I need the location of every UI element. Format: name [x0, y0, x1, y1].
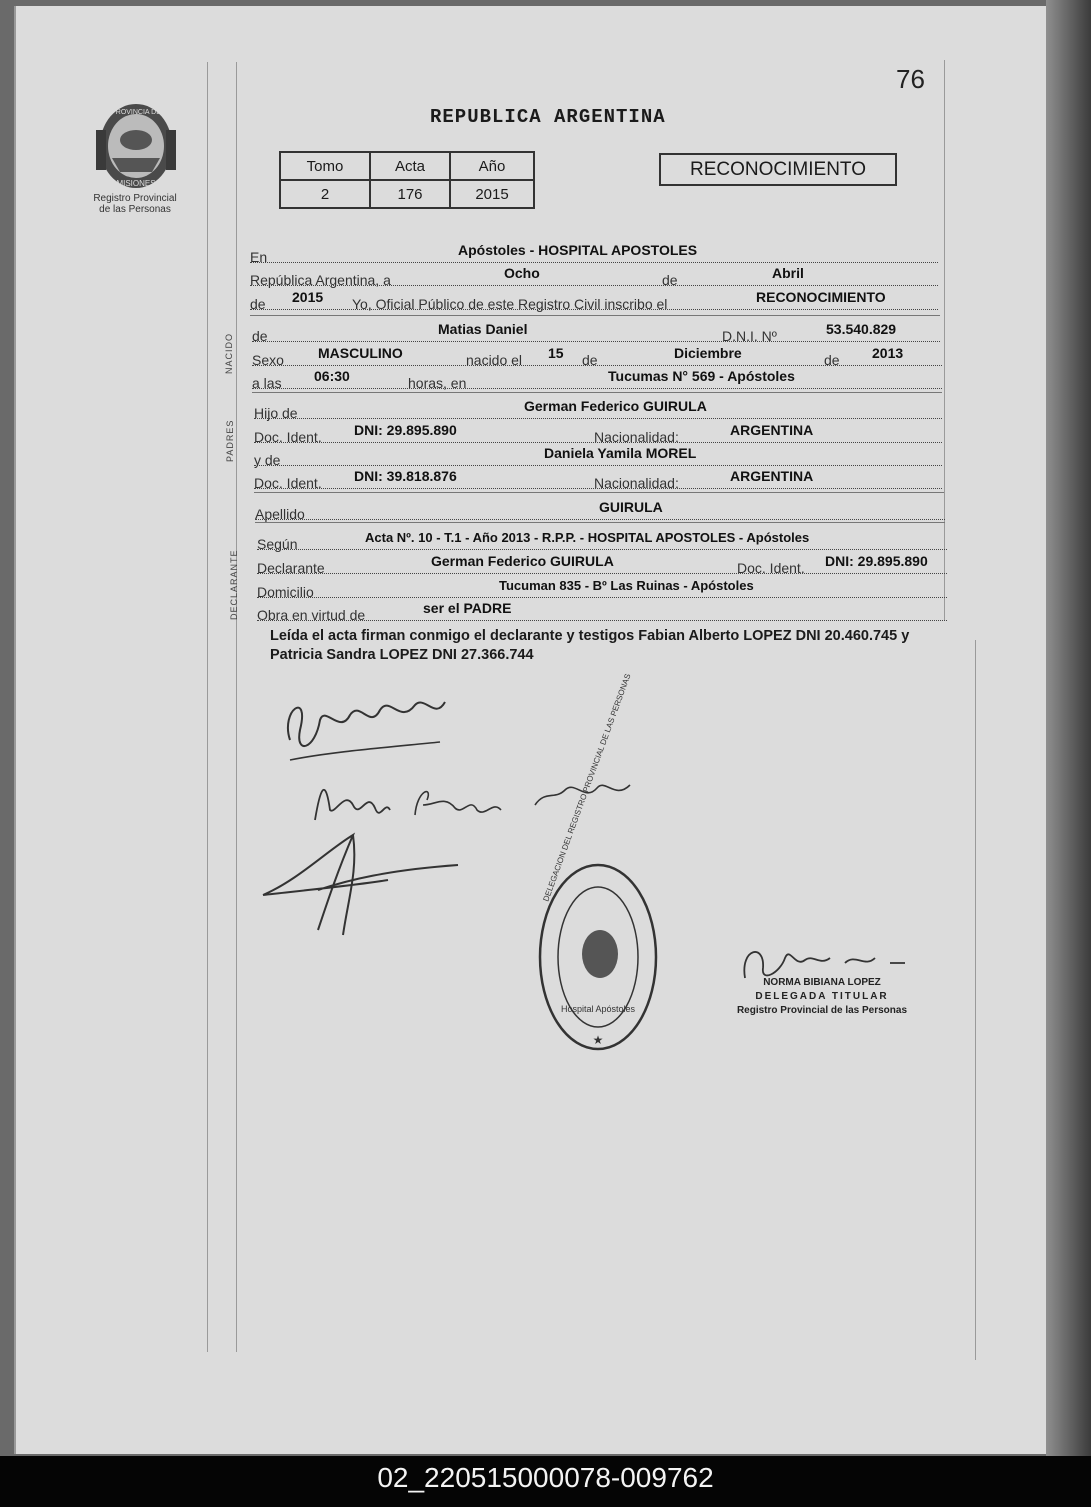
section-divider [254, 492, 944, 493]
line-fecha [250, 263, 938, 286]
value-segun: Acta Nº. 10 - T.1 - Año 2013 - R.P.P. - HOSPITAL APOSTOLES - Apóstoles [365, 530, 810, 545]
country-title: REPUBLICA ARGENTINA [430, 106, 666, 128]
value-dni: 53.540.829 [826, 321, 897, 337]
value-padre-doc: DNI: 29.895.890 [354, 422, 457, 438]
delegate-block [722, 976, 922, 1018]
value-inscripcion: RECONOCIMIENTO [756, 289, 886, 305]
acta-value: 176 [370, 180, 450, 208]
label-dni: D.N.I. Nº [722, 328, 777, 344]
line-obra [257, 598, 947, 621]
label-domicilio: Domicilio [257, 584, 314, 600]
page-number: 76 [896, 64, 925, 94]
label-doc-ident-madre: Doc. Ident. [254, 475, 322, 491]
label-de-anio: de [250, 296, 266, 312]
acta-header: Acta [370, 152, 450, 180]
line-segun [257, 527, 947, 550]
section-divider [250, 315, 940, 316]
document-page [14, 6, 1048, 1454]
value-anio: 2015 [292, 289, 324, 305]
anio-header: Año [450, 152, 534, 180]
witness2-signature [258, 830, 468, 940]
label-doc-ident-declarante: Doc. Ident. [737, 560, 805, 576]
province-crest-icon [92, 100, 180, 192]
delegate-name: NORMA BIBIANA LOPEZ [763, 977, 881, 988]
inner-border-line [236, 62, 237, 1352]
label-de-mes-nac: de [582, 352, 598, 368]
line-padre [254, 396, 942, 419]
footer-id: 02_220515000078-009762 [377, 1462, 714, 1493]
label-a-las: a las [252, 375, 282, 391]
value-madre: Daniela Yamila MOREL [544, 445, 697, 461]
crest-top-text: PROVINCIA DE [111, 109, 161, 116]
record-table [279, 151, 535, 209]
value-hora: 06:30 [314, 368, 350, 384]
registry-label-line1: Registro Provincial [93, 193, 177, 204]
footer-bar [0, 1456, 1091, 1507]
label-y-de: y de [254, 452, 281, 468]
label-yo-oficial: Yo, Oficial Público de este Registro Civil inscribo el [352, 296, 668, 312]
label-de-mes: de [662, 272, 678, 288]
value-padre-nac: ARGENTINA [730, 422, 814, 438]
right-border-lower [975, 640, 976, 1360]
registry-label-line2: de las Personas [99, 204, 171, 215]
line-sexo [252, 343, 942, 366]
svg-text:★: ★ [592, 1033, 604, 1047]
section-padres: PADRES [225, 419, 235, 462]
line-lugar [250, 240, 938, 263]
delegate-title: DELEGADA TITULAR [755, 991, 889, 1002]
closing-statement: Leída el acta firman conmigo el declarante y testigos Fabian Alberto LOPEZ DNI 20.460.745 y Patricia Sandra LOPEZ DNI 27.366.744 [270, 628, 910, 663]
label-republica: República Argentina, a [250, 272, 391, 288]
value-padre: German Federico GUIRULA [524, 398, 707, 414]
declarant-signature [270, 680, 460, 770]
label-sexo: Sexo [252, 352, 284, 368]
label-declarante: Declarante [257, 560, 325, 576]
value-madre-nac: ARGENTINA [730, 468, 814, 484]
line-apellido [255, 497, 945, 520]
tomo-value: 2 [280, 180, 370, 208]
value-dia-nac: 15 [548, 345, 564, 361]
section-divider [255, 522, 945, 523]
label-nacido-el: nacido el [466, 352, 523, 368]
line-hora [252, 366, 942, 389]
line-madre-doc [254, 466, 942, 489]
value-lugar: Apóstoles - HOSPITAL APOSTOLES [458, 242, 698, 258]
stamp-ring-text: DELEGACION DEL REGISTRO PROVINCIAL DE LAS PERSONAS [541, 672, 633, 903]
stamp-inner-text: Hospital Apóstoles [560, 1004, 636, 1014]
value-dia: Ocho [504, 265, 540, 281]
label-doc-ident-padre: Doc. Ident. [254, 429, 322, 445]
label-hijo-de: Hijo de [254, 405, 298, 421]
line-domicilio [257, 575, 947, 598]
value-apellido: GUIRULA [599, 499, 663, 515]
value-madre-doc: DNI: 39.818.876 [354, 468, 457, 484]
value-sexo: MASCULINO [318, 345, 403, 361]
label-nacionalidad-padre: Nacionalidad: [594, 429, 679, 445]
crest-bottom-text: MISIONES [116, 179, 156, 188]
section-nacido: NACIDO [224, 332, 234, 374]
value-declarante-doc: DNI: 29.895.890 [825, 553, 928, 569]
section-declarante: DECLARANTE [229, 549, 239, 620]
left-border-line [207, 62, 208, 1352]
value-nombre: Matias Daniel [438, 321, 528, 337]
value-mes-nac: Diciembre [674, 345, 742, 361]
line-nombre [252, 319, 940, 342]
label-apellido: Apellido [255, 506, 305, 522]
value-domicilio: Tucuman 835 - Bº Las Ruinas - Apóstoles [499, 578, 754, 593]
label-de-nombre: de [252, 328, 268, 344]
value-lugar-nac: Tucumas N° 569 - Apóstoles [608, 368, 795, 384]
label-horas-en: horas, en [408, 375, 467, 391]
tomo-header: Tomo [280, 152, 370, 180]
label-de-anio-nac: de [824, 352, 840, 368]
value-mes: Abril [772, 265, 804, 281]
line-inscripcion [250, 287, 938, 310]
value-declarante: German Federico GUIRULA [431, 553, 614, 569]
label-nacionalidad-madre: Nacionalidad: [594, 475, 679, 491]
line-padre-doc [254, 420, 942, 443]
value-obra: ser el PADRE [423, 600, 512, 616]
page-edge-shadow [1046, 0, 1091, 1460]
line-madre [254, 443, 942, 466]
anio-value: 2015 [450, 180, 534, 208]
label-segun: Según [257, 536, 298, 552]
section-divider [252, 392, 942, 393]
delegate-org: Registro Provincial de las Personas [736, 1005, 908, 1016]
label-obra: Obra en virtud de [257, 607, 366, 623]
value-anio-nac: 2013 [872, 345, 904, 361]
label-en: En [250, 249, 268, 265]
registry-label [70, 193, 200, 215]
line-declarante [257, 551, 947, 574]
official-stamp-icon [538, 672, 658, 1052]
record-type-box: RECONOCIMIENTO [659, 153, 897, 186]
